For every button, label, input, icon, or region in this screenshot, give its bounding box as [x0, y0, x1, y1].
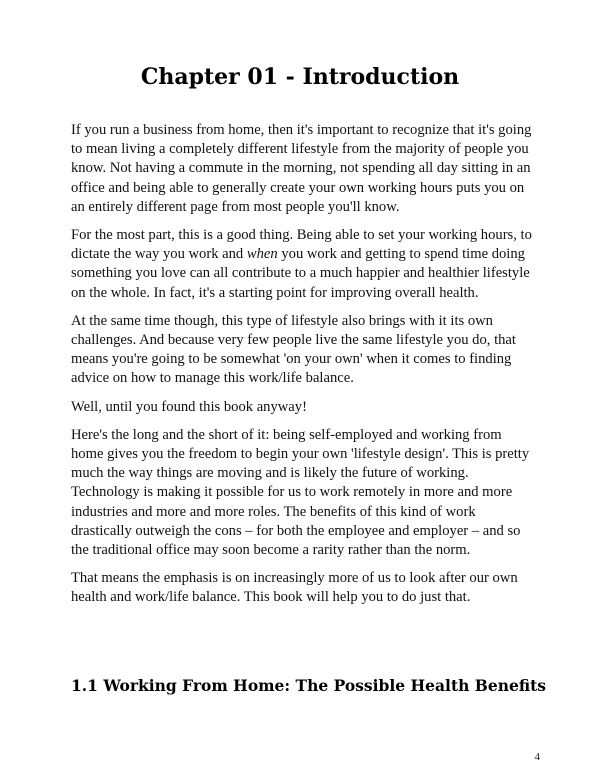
paragraph-5: Here's the long and the short of it: being self-employed and working from home gives you the freedom to begin your own 'lifestyle design'. This is pretty much the way things are moving and is likely the future of working. Technology is making it possible for us to work remotely in more and more industries and more and more roles. The benefits of this kind of work drastically outweigh the cons – for both the employee and employer – and so the traditional office may soon become a rarity rather than the norm.: [71, 426, 530, 559]
paragraph-1: If you run a business from home, then it's important to recognize that it's going to mean living a completely different lifestyle from the majority of people you know. Not having a commute in the morning, not spending all day sitting in an office and being able to generally create your own working hours puts you on an entirely different page from most people you'll know.: [71, 122, 532, 215]
paragraph-4: Well, until you found this book anyway!: [71, 398, 307, 415]
paragraph-2-before: For the most part, this is a good thing. Being able to set your working hours, to dictate the way you work and: [71, 227, 532, 263]
chapter-title: Chapter 01 - Introduction: [140, 64, 460, 90]
page-number: 4: [534, 751, 540, 763]
paragraph-2-after: you work and getting to spend time doing something you love can all contribute to a much happier and healthier lifestyle on the whole. In fact, it's a starting point for improving overall health.: [71, 246, 530, 301]
paragraph-6: That means the emphasis is on increasingly more of us to look after our own health and work/life balance. This book will help you to do just that.: [71, 570, 518, 606]
paragraph-2-emphasis: when: [246, 246, 278, 263]
body-text: [71, 121, 533, 617]
paragraph-3: At the same time though, this type of lifestyle also brings with it its own challenges. And because very few people live the same lifestyle you do, that means you're going to be somewhat 'on your own' when it comes to finding advice on how to manage this work/life balance.: [71, 312, 516, 387]
section-heading: 1.1 Working From Home: The Possible Health Benefits: [71, 676, 547, 695]
paragraph-2: [71, 226, 533, 303]
